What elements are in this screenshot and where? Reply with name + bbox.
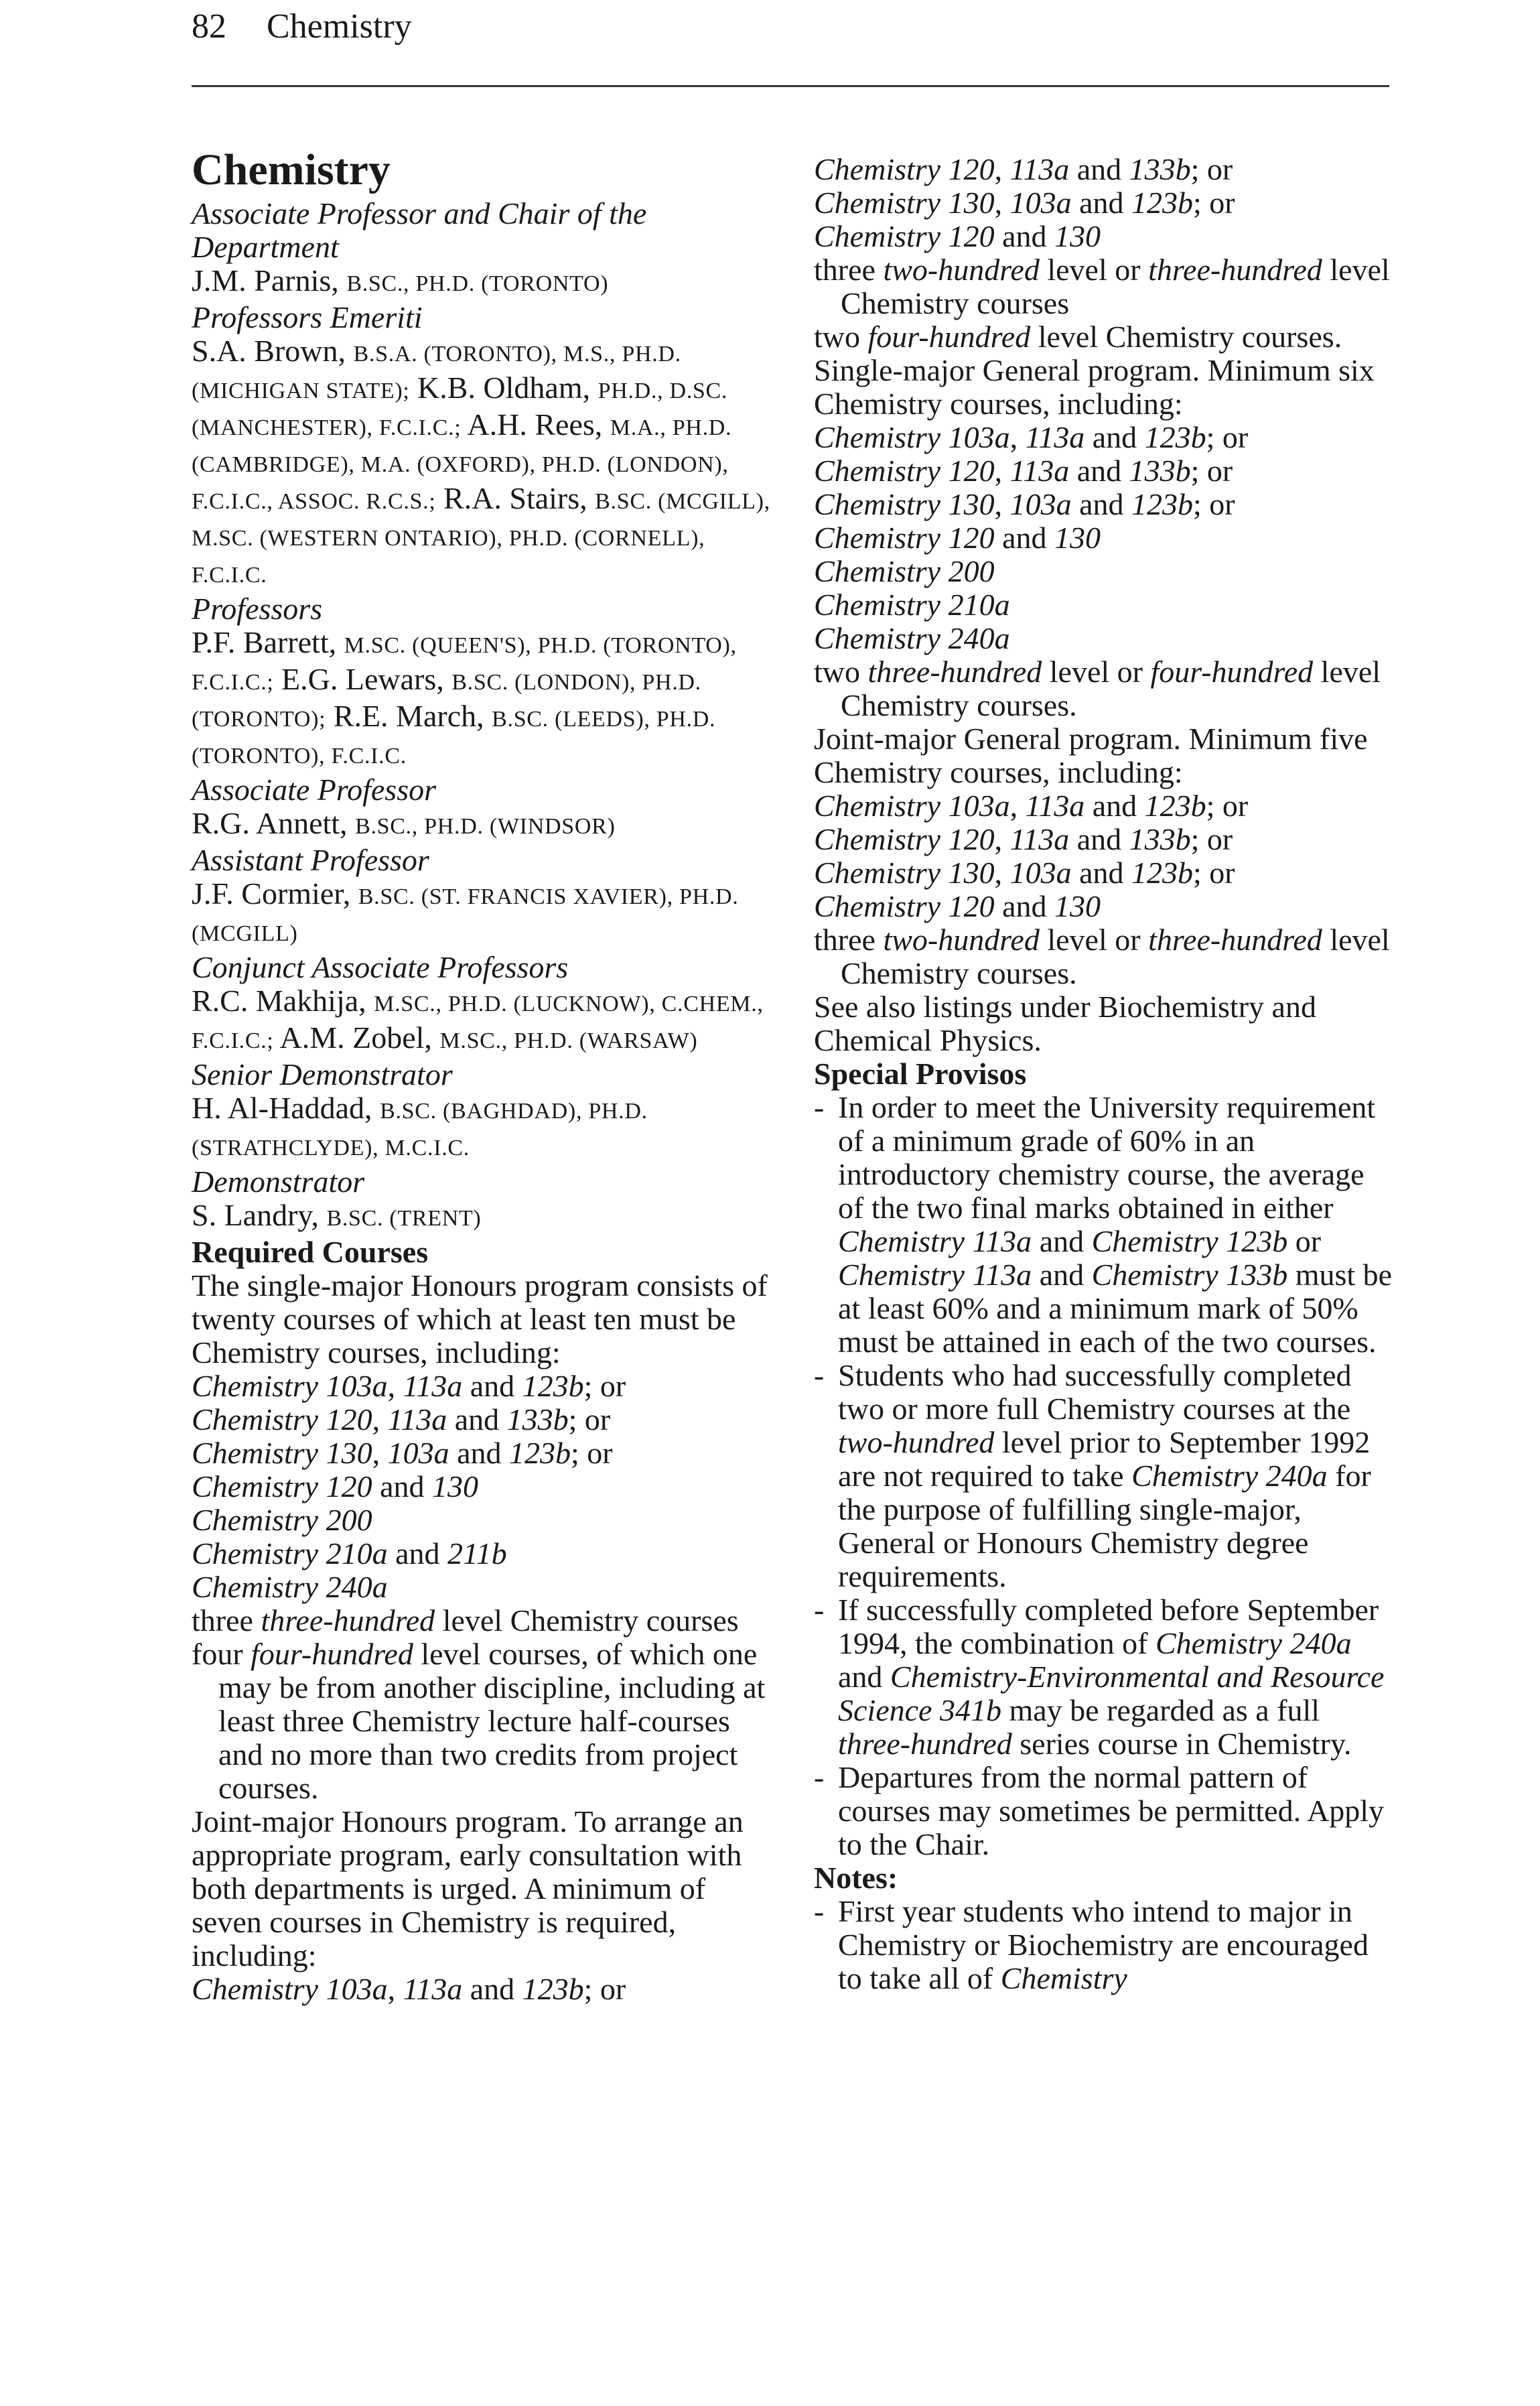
header-rule xyxy=(192,85,1389,87)
role-chair: Associate Professor and Chair of the Department xyxy=(192,196,647,264)
honours-course-list: Chemistry 103a, 113a and 123b; or Chemistry 120, 113a and 133b; or Chemistry 130, 103a and 123b; or Chemistry 120 and 130 Chemistry 200 Chemistry 210a and 211b Chemistry 240a three three-hundred level Chemistry courses four four-hundred level courses, of which one may be from another discipline, including at least three Chemistry lecture half-courses and no more than two credits from project courses. xyxy=(192,1369,766,1805)
role-demonstrator: Demonstrator xyxy=(192,1164,365,1199)
see-also: See also listings under Biochemistry and Chemical Physics. xyxy=(814,990,1316,1057)
faculty-entry: H. Al-Haddad, B.SC. (BAGHDAD), PH.D. (STRATHCLYDE), M.C.I.C. xyxy=(192,1091,648,1160)
faculty-entry: S. Landry, B.SC. (TRENT) xyxy=(192,1198,482,1232)
faculty-entry: R.C. Makhija, M.SC., PH.D. (LUCKNOW), C.CHEM., F.C.I.C.; A.M. Zobel, M.SC., PH.D. (WARSAW) xyxy=(192,984,764,1055)
page-number: 82 xyxy=(192,7,226,46)
joint-general-course-list: Chemistry 103a, 113a and 123b; or Chemistry 120, 113a and 133b; or Chemistry 130, 103a and 123b; or Chemistry 120 and 130 three two-hundred level or three-hundred level Chemistry courses. xyxy=(814,789,1390,990)
section-title: Chemistry xyxy=(192,145,391,194)
faculty-entry: R.G. Annett, B.SC., PH.D. (WINDSOR) xyxy=(192,806,616,840)
running-head xyxy=(192,3,412,50)
role-assistant: Assistant Professor xyxy=(192,843,429,877)
general-course-list: Chemistry 103a, 113a and 123b; or Chemistry 120, 113a and 133b; or Chemistry 130, 103a and 123b; or Chemistry 120 and 130 Chemistry 200 Chemistry 210a Chemistry 240a two three-hundred level or four-hundred level Chemistry courses. xyxy=(814,420,1381,722)
running-title: Chemistry xyxy=(267,7,412,46)
right-column xyxy=(814,153,1397,1995)
list-item: Chemistry 103a, 113a and 123b; or xyxy=(192,1972,626,2006)
role-associate: Associate Professor xyxy=(192,773,436,807)
faculty-entry: J.F. Cormier, B.SC. (ST. FRANCIS XAVIER), PH.D. (MCGILL) xyxy=(192,876,739,946)
general-intro: Single-major General program. Minimum six Chemistry courses, including: xyxy=(814,353,1375,421)
role-senior-demonstrator: Senior Demonstrator xyxy=(192,1057,453,1091)
faculty-entry: J.M. Parnis, B.SC., PH.D. (TORONTO) xyxy=(192,263,609,297)
joint-honours-course-list: Chemistry 120, 113a and 133b; or Chemistry 130, 103a and 123b; or Chemistry 120 and 130 three two-hundred level or three-hundred level Chemistry courses two four-hundred level Chemistry courses. xyxy=(814,152,1390,354)
role-conjunct: Conjunct Associate Professors xyxy=(192,950,569,984)
left-column xyxy=(192,143,781,2006)
notes-heading: Notes: xyxy=(814,1861,898,1895)
proviso-item: - If successfully completed before September 1994, the combination of Chemistry 240a and Chemistry-Environmental and Resource Science 341b may be regarded as a full three-hundred series course in Chemistry. xyxy=(814,1593,1385,1761)
joint-honours-intro: Joint-major Honours program. To arrange an appropriate program, early consultation with both departments is urged. A minimum of seven courses in Chemistry is required, including: xyxy=(192,1804,744,1973)
faculty-entry: S.A. Brown, B.S.A. (TORONTO), M.S., PH.D. (MICHIGAN STATE); K.B. Oldham, PH.D., D.SC. (MANCHESTER), F.C.I.C.; A.H. Rees, M.A., PH.D. (CAMBRIDGE), M.A. (OXFORD), PH.D. (LONDON), F.C.I.C., ASSOC. R.C.S.; R.A. Stairs, B.SC. (MCGILL), M.SC. (WESTERN ONTARIO), PH.D. (CORNELL), F.C.I.C. xyxy=(192,334,770,588)
special-provisos-heading: Special Provisos xyxy=(814,1057,1027,1091)
joint-general-intro: Joint-major General program. Minimum five Chemistry courses, including: xyxy=(814,722,1368,789)
proviso-item: - Students who had successfully completed two or more full Chemistry courses at the two-hundred level prior to September 1992 are not required to take Chemistry 240a for the purpose of fulfilling single-major, General or Honours Chemistry degree requirements. xyxy=(814,1358,1371,1593)
role-emeriti: Professors Emeriti xyxy=(192,300,423,334)
required-courses-heading: Required Courses xyxy=(192,1235,429,1269)
proviso-item: - In order to meet the University requirement of a minimum grade of 60% in an introductory chemistry course, the average of the two final marks obtained in either Chemistry 113a and Chemistry 123b or Chemistry 113a and Chemistry 133b must be at least 60% and a minimum mark of 50% must be attained in each of the two courses. xyxy=(814,1090,1393,1359)
honours-intro: The single-major Honours program consists of twenty courses of which at least ten must be Chemistry courses, including: xyxy=(192,1268,768,1369)
note-item: - First year students who intend to major in Chemistry or Biochemistry are encouraged to take all of Chemistry xyxy=(814,1894,1369,1995)
proviso-item: - Departures from the normal pattern of courses may sometimes be permitted. Apply to the Chair. xyxy=(814,1760,1385,1861)
role-professors: Professors xyxy=(192,592,323,626)
faculty-entry: P.F. Barrett, M.SC. (QUEEN'S), PH.D. (TORONTO), F.C.I.C.; E.G. Lewars, B.SC. (LONDON), PH.D. (TORONTO); R.E. March, B.SC. (LEEDS), PH.D. (TORONTO), F.C.I.C. xyxy=(192,625,737,768)
